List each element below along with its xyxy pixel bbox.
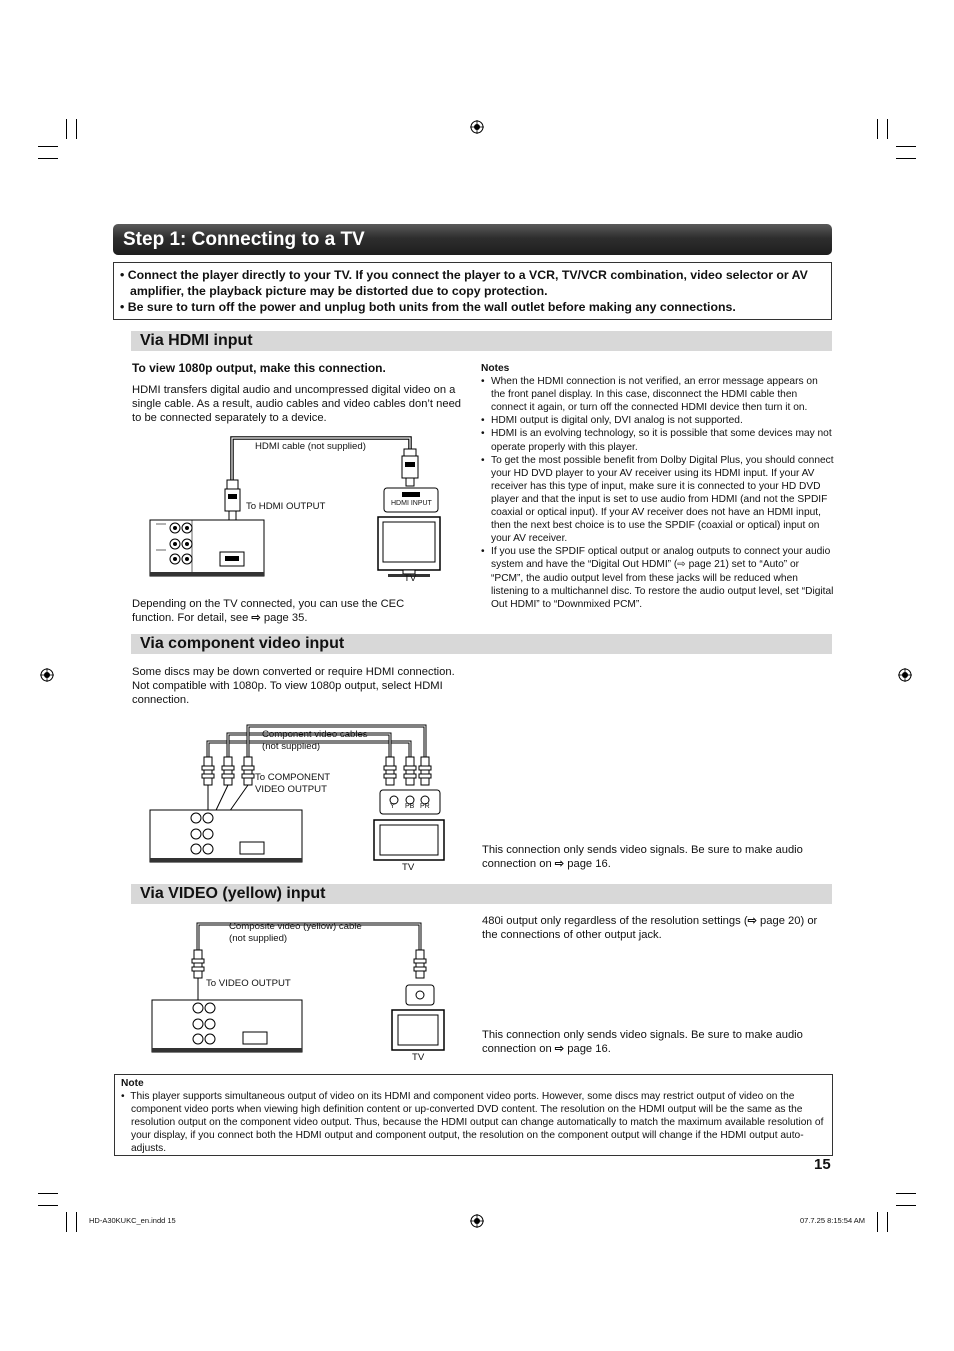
video-info — [482, 914, 832, 942]
footer-timestamp: 07.7.25 8:15:54 AM — [800, 1216, 866, 1225]
arrow-icon: ⇨ — [747, 915, 757, 927]
section-heading-video: Via VIDEO (yellow) input — [131, 884, 832, 904]
registration-mark-icon — [470, 120, 484, 134]
component-note-text: This connection only sends video signals. Be sure to make audio connection on — [482, 844, 803, 870]
crop-mark — [76, 119, 77, 139]
bottom-note-body: This player supports simultaneous output of video on its HDMI and component video ports. However, some discs may restrict output of video on the component video ports when viewing high definition content or up-converted DVD content. The resolution on the HDMI output will be the same as the resolution output on the component video output. Thus, because the HDMI output can change automatically to match the maximum available resolution of your display, if you connect both the HDMI output and component output, the resolution on the component output will change if the HDMI output auto-adjusts. — [130, 1091, 824, 1155]
crop-mark — [887, 119, 888, 139]
arrow-icon: ⇨ — [554, 858, 565, 870]
page-number: 15 — [814, 1156, 831, 1173]
video-info-page-ref: page 20) or the connections of other output jack. — [482, 915, 818, 941]
hdmi-tv-label: TV — [404, 573, 417, 584]
crop-mark — [896, 1193, 916, 1194]
video-info-text: 480i output only regardless of the resolution settings ( — [482, 915, 748, 927]
registration-mark-icon — [898, 668, 912, 682]
hdmi-cec-text — [132, 597, 432, 625]
component-tv-label: TV — [402, 862, 415, 873]
crop-mark — [38, 1193, 58, 1194]
hdmi-input-label: HDMI INPUT — [391, 500, 432, 507]
hdmi-notes — [481, 362, 834, 611]
bottom-note-box — [114, 1074, 833, 1156]
cec-text-part: Depending on the TV connected, you can use the CEC function. For detail, see — [132, 598, 405, 624]
video-cable-label: Composite video (yellow) cable (not supplied) — [229, 921, 362, 944]
video-note — [482, 1028, 832, 1056]
cec-page-ref: page 35. — [260, 612, 308, 624]
crop-mark — [877, 1212, 878, 1232]
warning-item: • Connect the player directly to your TV. If you connect the player to a VCR, TV/VCR combination, video selector or AV amplifier, the playback picture may be distorted due to copy protection. — [120, 268, 808, 298]
crop-mark — [896, 158, 916, 159]
note-item: • To get the most possible benefit from Dolby Digital Plus, you should connect your HD DVD player to your AV receiver using its HDMI input. If your AV receiver has this type of input, make sure it is connected to your HD DVD player and that the input is set to use audio from HDMI (and not the SPDIF coaxial or optical input). If your AV receiver does not have an HDMI input, then the next best choice is to use the SPDIF (coaxial or optical) input on your AV receiver. — [481, 454, 834, 546]
crop-mark — [38, 146, 58, 147]
jack-label-pb: PB — [405, 803, 415, 810]
hdmi-subheading: To view 1080p output, make this connection. — [132, 361, 386, 375]
crop-mark — [76, 1212, 77, 1232]
crop-mark — [877, 119, 878, 139]
crop-mark — [38, 1205, 58, 1206]
note-item: • HDMI output is digital only, DVI analog is not supported. — [481, 414, 834, 427]
registration-mark-icon — [470, 1214, 484, 1228]
note-item: • When the HDMI connection is not verified, an error message appears on the front panel display. In this case, disconnect the HDMI cable then connect it again, or turn off the connected HDMI device then turn it on. — [481, 375, 834, 414]
jack-label-y: Y — [390, 803, 395, 810]
component-intro: Some discs may be down converted or require HDMI connection. Not compatible with 1080p. To view 1080p output, select HDMI connection. — [132, 666, 455, 706]
notes-title: Notes — [481, 363, 510, 374]
crop-mark — [896, 1205, 916, 1206]
crop-mark — [887, 1212, 888, 1232]
footer-filename: HD-A30KUKC_en.indd 15 — [89, 1216, 176, 1225]
warning-item: • Be sure to turn off the power and unplug both units from the wall outlet before making any connections. — [120, 300, 736, 314]
video-note-page-ref: page 16. — [564, 1043, 611, 1055]
video-tv-label: TV — [412, 1052, 425, 1063]
jack-label-pr: PR — [420, 803, 430, 810]
component-cable-label: Component video cables (not supplied) — [262, 729, 368, 752]
crop-mark — [38, 158, 58, 159]
hdmi-cable-label: HDMI cable (not supplied) — [255, 441, 366, 452]
hdmi-intro: HDMI transfers digital audio and uncompressed digital video on a single cable. As a result, audio cables and video cables don’t need to be connected separately to a device. — [132, 384, 462, 424]
crop-mark — [66, 119, 67, 139]
component-output-label: To COMPONENT VIDEO OUTPUT — [255, 772, 331, 795]
bottom-note-title: Note — [121, 1078, 144, 1089]
note-item: • HDMI is an evolving technology, so it is possible that some devices may not operate properly with this player. — [481, 427, 834, 453]
arrow-icon: ⇨ — [251, 612, 261, 624]
section-heading-component: Via component video input — [131, 634, 832, 654]
bottom-note-text: • This player supports simultaneous output of video on its HDMI and component video ports. However, some discs may restrict output of video on the component video ports when viewing high definition content or up-converted DVD content. The resolution on the HDMI output will be the same as the resolution output on the component video output. Thus, because the HDMI output can change automatically to match the maximum available resolution of your display, if you connect both the HDMI output and component output, the resolution on the component output will change if the HDMI output auto-adjusts. — [121, 1091, 824, 1155]
component-note — [482, 843, 832, 871]
video-note-text: This connection only sends video signals. Be sure to make audio connection on — [482, 1029, 803, 1055]
crop-mark — [66, 1212, 67, 1232]
crop-mark — [896, 146, 916, 147]
arrow-icon: ⇨ — [554, 1043, 565, 1055]
note-item: • If you use the SPDIF optical output or analog outputs to connect your audio system and have the “Digital Out HDMI” (⇨ page 21) set to “Auto” or “PCM”, the audio output level from these jacks will be reduced when listening to a multichannel disc. To restore the audio output level, set “Digital Out HDMI” to “Downmixed PCM”. — [481, 545, 834, 610]
registration-mark-icon — [40, 668, 54, 682]
component-note-page-ref: page 16. — [564, 858, 611, 870]
video-output-label: To VIDEO OUTPUT — [206, 978, 291, 989]
page-title: Step 1: Connecting to a TV — [113, 224, 832, 255]
warning-box — [113, 262, 832, 320]
hdmi-output-label: To HDMI OUTPUT — [246, 501, 326, 512]
section-heading-hdmi: Via HDMI input — [131, 331, 832, 351]
